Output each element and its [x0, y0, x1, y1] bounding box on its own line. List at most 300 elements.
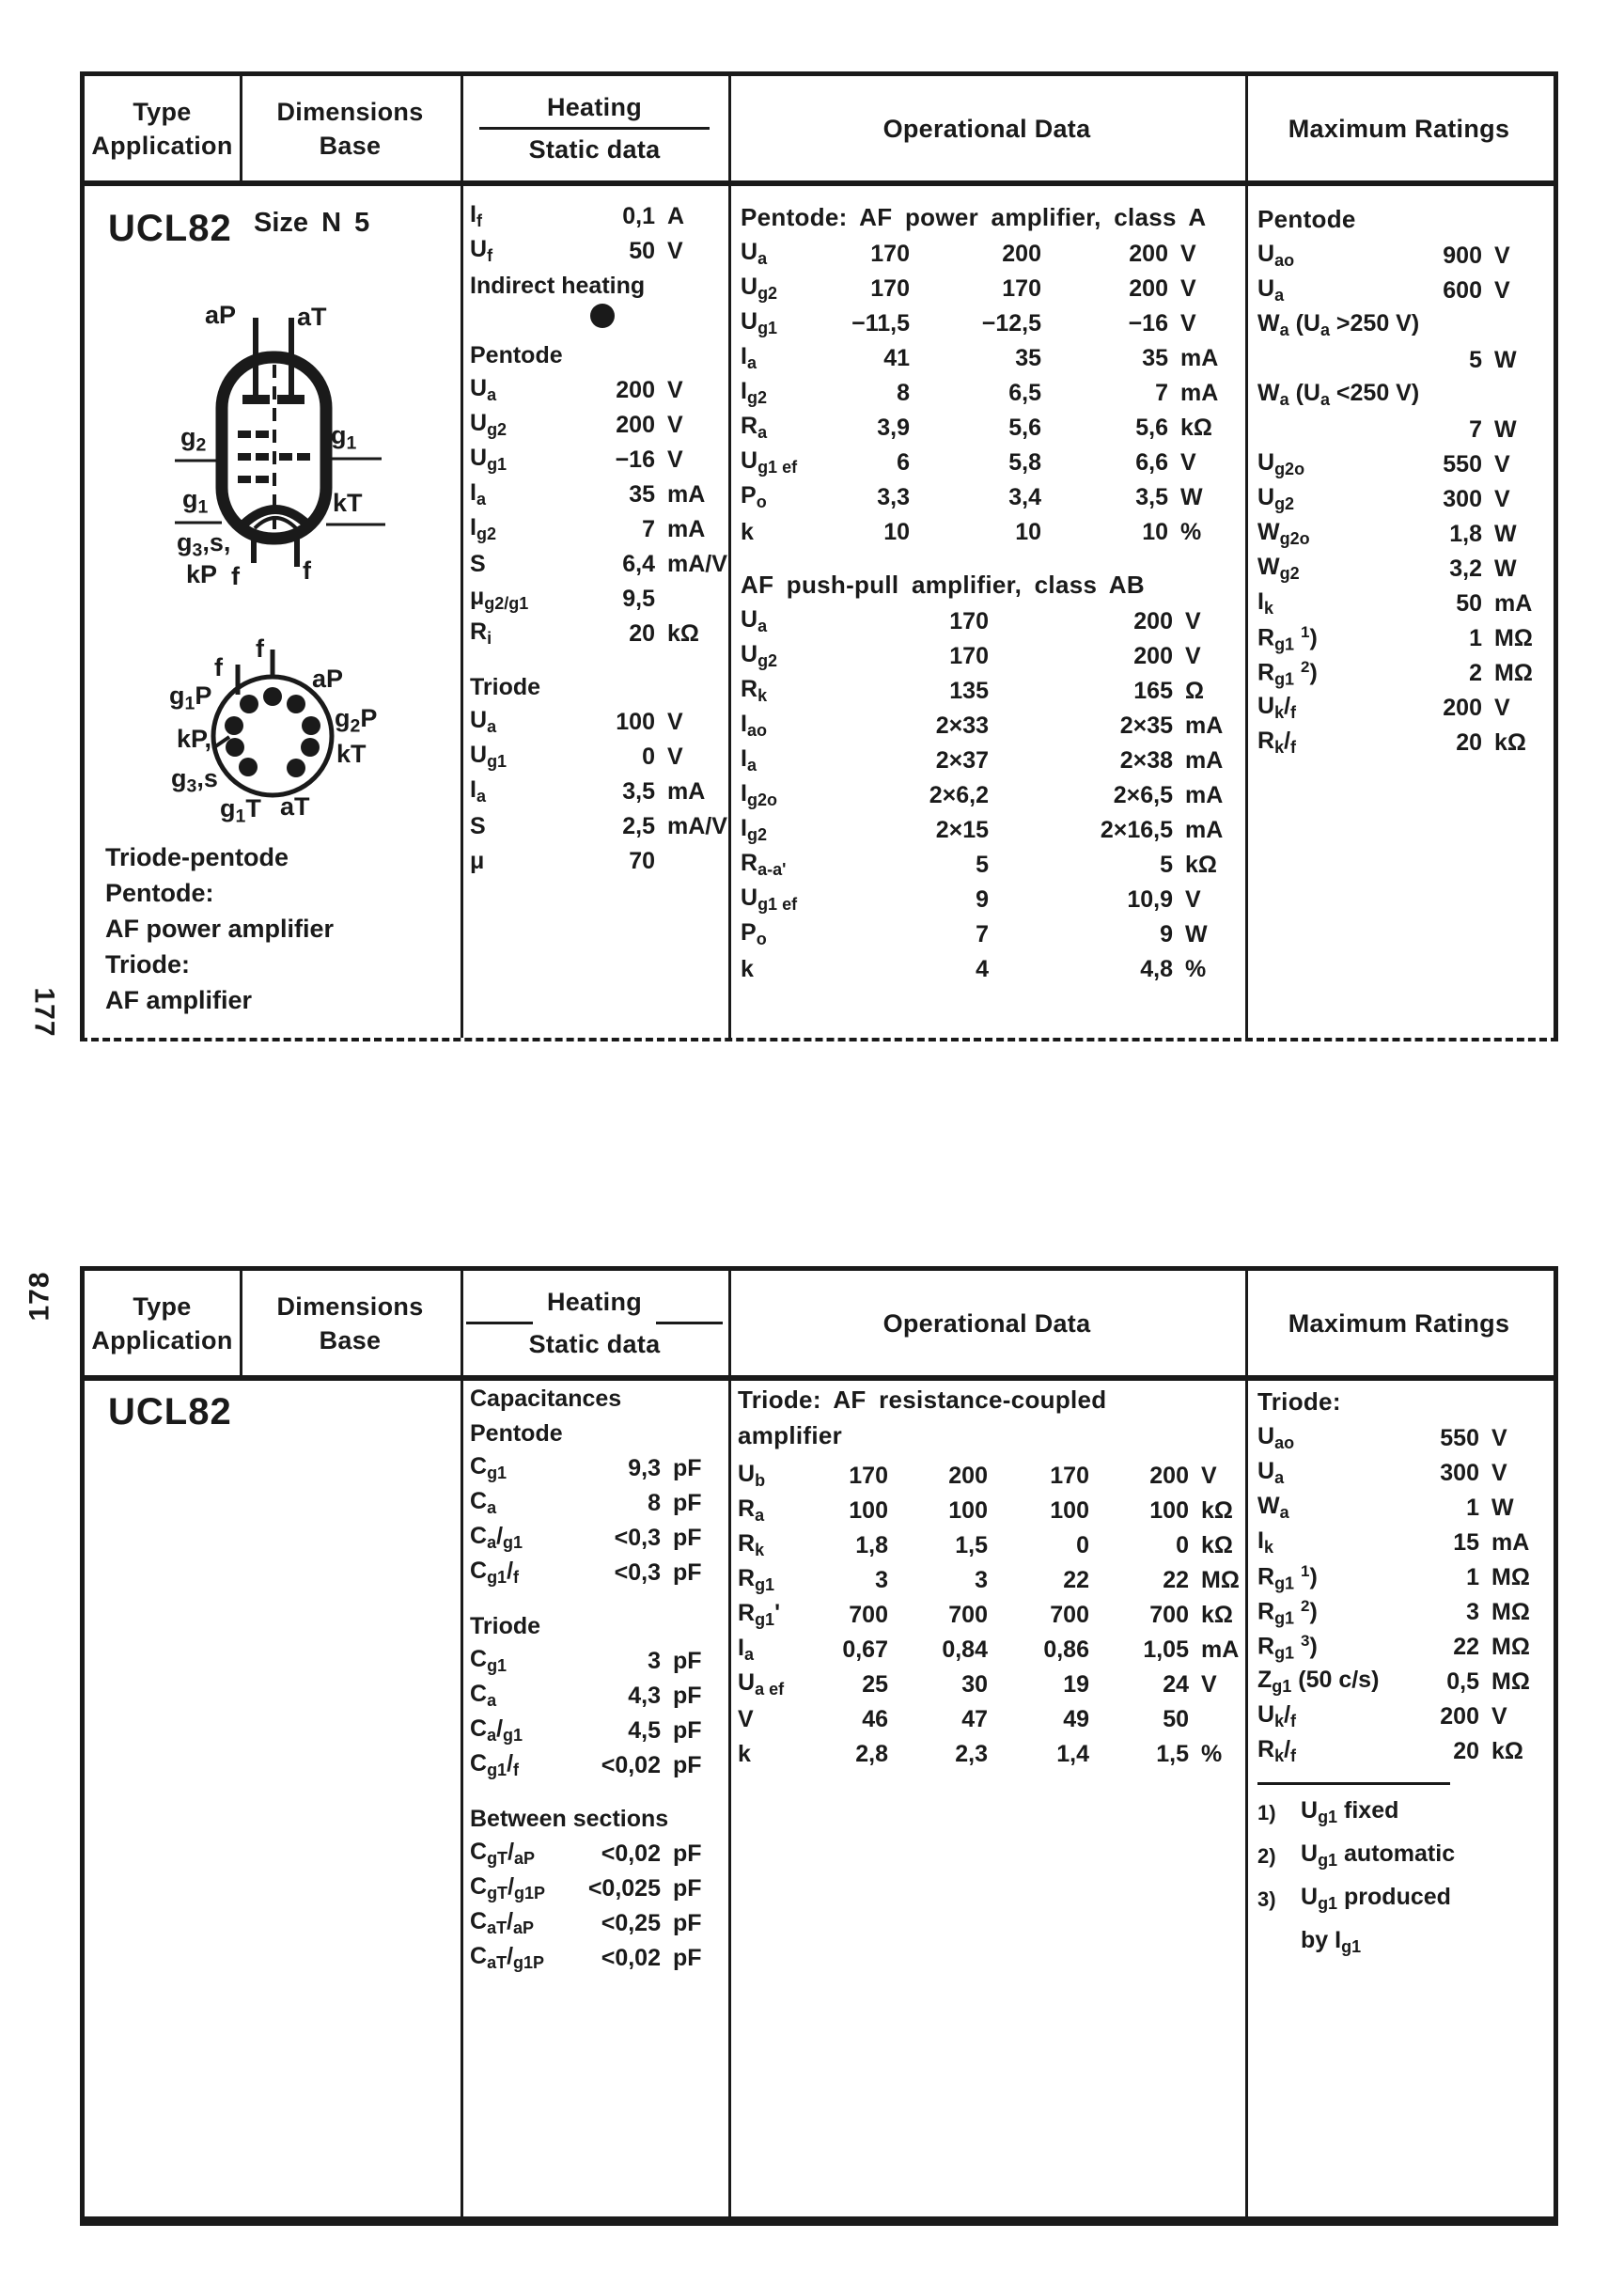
tube-schematic-drawing [113, 282, 404, 639]
section-title-class-a: Pentode: AF power amplifier, class A [741, 203, 1207, 231]
cell-unit: mA [1180, 345, 1219, 371]
section-title-pentode-ratings: Pentode [1257, 205, 1356, 233]
cell-value: 170 [870, 275, 910, 302]
row-gap [470, 651, 719, 670]
cell-value: 10 [883, 519, 910, 545]
cell-value: 9,3 [628, 1455, 661, 1481]
cell-value: 600 [1443, 277, 1482, 304]
data-row [1257, 1699, 1541, 1734]
cell-unit: V [1180, 449, 1196, 476]
data-row [741, 952, 1236, 987]
data-row [1257, 552, 1544, 587]
cell-value: 3 [648, 1648, 661, 1674]
row-label: $U_k/_f$ [1257, 693, 1297, 723]
cell-value: 1,8 [855, 1532, 888, 1558]
cell-value: 3,3 [877, 484, 910, 510]
row-label: S [470, 551, 486, 577]
data-row [741, 237, 1236, 272]
header-maximum-ratings: Maximum Ratings [1288, 114, 1510, 143]
cell-unit: mA [1185, 747, 1224, 774]
row-label: $W_a$ ($U_a <250$ V) [1257, 380, 1420, 410]
cell-unit: MΩ [1491, 1599, 1530, 1625]
column-divider [728, 1271, 731, 2216]
class-a-rows [741, 237, 1236, 550]
cell-unit: V [1185, 608, 1201, 634]
row-label: $C_{aT}/_{g1P}$ [470, 1943, 545, 1973]
cell-value: 900 [1443, 243, 1482, 269]
footnote-marker: 3) [1257, 1887, 1276, 1912]
cell-unit: mA [1180, 380, 1219, 406]
cell-value: 2×35 [1119, 712, 1173, 739]
base-label-aP: aP [312, 665, 344, 693]
cell-unit: kΩ [1185, 852, 1217, 878]
row-label: $I_{g2}$ [741, 815, 767, 845]
schematic-label-kT: kT [333, 489, 363, 517]
cell-value: 6,5 [1008, 380, 1041, 406]
cell-value: 35 [1142, 345, 1168, 371]
cell-unit: V [1494, 277, 1510, 304]
column-divider [1245, 1271, 1248, 2216]
base-label-f2: f [256, 634, 264, 663]
data-row [1257, 1456, 1541, 1491]
cell-value: 2,5 [622, 813, 655, 839]
cell-value: 10 [1015, 519, 1041, 545]
cell-unit: V [1201, 1671, 1217, 1698]
cell-unit: V [1185, 886, 1201, 913]
data-row [470, 740, 719, 775]
footnote [1257, 1793, 1541, 1836]
cell-value: 1,5 [955, 1532, 988, 1558]
header-heating-static: Heating Static data [461, 1271, 728, 1375]
header-operational-data: Operational Data [882, 114, 1091, 143]
header-maximum-ratings: Maximum Ratings [1288, 1308, 1510, 1338]
row-label: $W_a$ ($U_a >250$ V) [1257, 310, 1420, 340]
cell-value: 4,3 [628, 1683, 661, 1709]
page-number-bottom: 178 [23, 1271, 55, 1322]
section-title-triode-ratings: Triode: [1257, 1387, 1341, 1416]
cell-unit: V [667, 446, 683, 473]
data-row [741, 604, 1236, 639]
cell-value: 200 [1133, 608, 1173, 634]
cell-value: 30 [961, 1671, 988, 1698]
schematic-label-f1: f [231, 562, 240, 590]
subheader-label: Between sections [470, 1806, 669, 1832]
row-label: $U_{g1}$ [741, 308, 778, 338]
cell-value: 1,8 [1449, 521, 1482, 547]
data-row [741, 917, 1236, 952]
cell-unit: pF [673, 1875, 702, 1902]
cell-value: 4 [976, 956, 989, 982]
data-row [470, 1556, 719, 1590]
header-heating-static [461, 76, 728, 180]
row-label: $I_{ao}$ [741, 711, 767, 741]
row-label: $U_a$ [741, 239, 768, 269]
operational-data-top [741, 197, 1236, 987]
cell-unit: kΩ [1201, 1497, 1233, 1524]
cell-value: 7 [976, 921, 989, 947]
cell-value: 5 [1160, 852, 1173, 878]
data-row [741, 848, 1236, 883]
cell-unit: pF [673, 1683, 702, 1709]
data-row [1257, 343, 1544, 378]
cell-value: 7 [1155, 380, 1168, 406]
row-label: $U_a$ [741, 606, 768, 636]
data-row [741, 639, 1236, 674]
base-label-g2P: $g_2P$ [335, 704, 378, 737]
data-row [470, 512, 719, 547]
cell-value: 20 [1456, 729, 1482, 756]
row-label: $U_{g2}$ [1257, 484, 1295, 514]
data-row [741, 411, 1236, 446]
data-row [738, 1563, 1245, 1598]
footnote-rule [1257, 1782, 1450, 1785]
row-label: $C_{g1}$ [470, 1646, 508, 1676]
schematic-label-f2: f [303, 556, 311, 585]
cell-unit: mA [1185, 782, 1224, 808]
cell-unit: V [1491, 1425, 1507, 1451]
row-label: $W_{g2o}$ [1257, 519, 1310, 549]
data-row [738, 1598, 1245, 1633]
row-text [470, 269, 719, 304]
cell-value: 50 [629, 238, 655, 264]
row-label: $U_f$ [470, 236, 493, 266]
row-label: $U_a$ [470, 707, 497, 737]
header-type: Type [133, 97, 192, 126]
data-row [1257, 1665, 1541, 1699]
cell-unit: W [1185, 921, 1208, 947]
footnote-marker: 1) [1257, 1801, 1276, 1824]
data-row [470, 1486, 719, 1521]
cell-value: 24 [1163, 1671, 1189, 1698]
data-row [741, 480, 1236, 515]
row-label: $Z_{g1}$ (50 c/s) [1257, 1667, 1380, 1697]
cell-value: 0 [1176, 1532, 1189, 1558]
data-row [741, 674, 1236, 709]
cell-value: <0,02 [601, 1945, 661, 1971]
cell-value: 170 [870, 241, 910, 267]
cell-value: 47 [961, 1706, 988, 1732]
cell-value: 0,5 [1446, 1668, 1479, 1695]
cell-value: <0,3 [614, 1525, 661, 1551]
cell-unit: V [1494, 451, 1510, 478]
cell-value: 15 [1453, 1529, 1479, 1556]
row-label: $C_{g1}/_f$ [470, 1558, 520, 1588]
row-label: $I_a$ [741, 745, 757, 775]
data-row [470, 234, 719, 269]
data-row [738, 1633, 1245, 1668]
cell-value: 5,8 [1008, 449, 1041, 476]
cell-unit: mA [1185, 817, 1224, 843]
row-label: $U_{g1}$ [470, 445, 508, 475]
row-text [1257, 378, 1544, 413]
header-dimensions-base: Dimensions Base [276, 1292, 424, 1354]
cell-value: 5,6 [1135, 415, 1168, 441]
data-row [470, 809, 727, 844]
cell-value: 2×6,2 [929, 782, 989, 808]
header-type-application [85, 76, 240, 180]
row-label: $U_{a ef}$ [738, 1669, 785, 1699]
indirect-heating-dot [590, 304, 615, 328]
data-row [741, 306, 1236, 341]
section-subheader [470, 670, 719, 705]
cell-value: 3 [1466, 1599, 1479, 1625]
cell-unit: MΩ [1201, 1567, 1240, 1593]
cell-value: 8 [897, 380, 910, 406]
row-label: $R_k$ [741, 676, 768, 706]
data-row [741, 813, 1236, 848]
row-label: $I_k$ [1257, 1527, 1273, 1558]
cell-unit: W [1494, 521, 1517, 547]
cell-value: 200 [616, 377, 655, 403]
cell-value: 0,86 [1043, 1636, 1089, 1663]
data-row [470, 547, 727, 582]
row-label: $P_o$ [741, 919, 767, 949]
cell-value: 200 [1002, 241, 1041, 267]
cell-unit: pF [673, 1455, 702, 1481]
section-subheader [470, 1802, 719, 1837]
cell-unit: pF [673, 1648, 702, 1674]
row-label: k [741, 519, 754, 545]
cell-value: 10,9 [1127, 886, 1173, 913]
cell-value: 25 [862, 1671, 888, 1698]
cell-value: 2×6,5 [1113, 782, 1173, 808]
data-row [741, 446, 1236, 480]
cell-unit: MΩ [1491, 1634, 1530, 1660]
row-label: $R_{g1}$ [738, 1565, 775, 1595]
base-label-kT: kT [336, 740, 367, 768]
row-label: $R_k/_f$ [1257, 728, 1297, 758]
cell-value: 50 [1163, 1706, 1189, 1732]
row-label: $U_a$ [1257, 1458, 1285, 1488]
schematic-label-g2: $g_2$ [180, 423, 207, 456]
cell-value: −11,5 [851, 310, 910, 337]
cell-value: 1,05 [1143, 1636, 1189, 1663]
cell-value: 0,1 [622, 203, 655, 229]
cell-value: 6 [897, 449, 910, 476]
data-row [1257, 656, 1544, 691]
cell-unit: V [1180, 241, 1196, 267]
row-label: $C_a/_{g1}$ [470, 1523, 523, 1553]
row-label: μ [470, 848, 485, 874]
triode-ratings-rows [1257, 1421, 1541, 1769]
cell-value: 170 [949, 608, 989, 634]
cell-value: 3,4 [1008, 484, 1041, 510]
schematic-label-g1-triode: $g_1$ [331, 421, 357, 454]
cell-unit: V [667, 412, 683, 438]
column-divider [728, 76, 731, 1038]
cell-unit: mA [667, 481, 706, 508]
cell-value: 100 [849, 1497, 888, 1524]
header-operational-data: Operational Data [882, 1308, 1091, 1338]
row-label: $R_{g1}$ $^2$) [1257, 1596, 1318, 1628]
footnote-marker: 2) [1257, 1844, 1276, 1869]
row-label: $U_{g2}$ [470, 410, 508, 440]
cell-value: 5,6 [1008, 415, 1041, 441]
data-row [470, 1748, 719, 1783]
cell-unit: pF [673, 1717, 702, 1744]
cell-unit: pF [673, 1490, 702, 1516]
data-row [741, 778, 1236, 813]
row-label: $I_{g2o}$ [741, 780, 777, 810]
push-pull-rows [741, 604, 1236, 987]
cell-value: <0,025 [587, 1875, 661, 1902]
subheader-label: Pentode [470, 1420, 563, 1447]
cell-value: 9,5 [622, 586, 655, 612]
cell-unit: % [1180, 519, 1202, 545]
tube-schematic [113, 282, 404, 639]
cell-value: 200 [1129, 275, 1168, 302]
cell-value: 550 [1443, 451, 1482, 478]
data-row [1257, 482, 1544, 517]
cell-value: 22 [1163, 1567, 1189, 1593]
cell-value: 200 [1440, 1703, 1479, 1730]
cell-value: 2,3 [955, 1741, 988, 1767]
cell-unit: mA [1491, 1529, 1530, 1556]
row-label: $\mu_{g2/g1}$ [470, 584, 529, 614]
header-application: Application [91, 131, 233, 160]
cell-value: 200 [1133, 643, 1173, 669]
heating-static-data [470, 199, 727, 879]
cell-unit: Ω [1185, 678, 1205, 704]
row-label: $R_{g1}$ $^1$) [1257, 622, 1318, 654]
data-row [1257, 1630, 1541, 1665]
row-label: $R_{g1}$ $^1$) [1257, 1561, 1318, 1593]
header-base: Base [319, 131, 382, 160]
cell-value: 0,84 [942, 1636, 988, 1663]
row-label: $U_{ao}$ [1257, 1423, 1295, 1453]
cell-value: <0,02 [601, 1840, 661, 1867]
data-row [470, 1521, 719, 1556]
cell-value: −16 [615, 446, 655, 473]
row-label: $C_a$ [470, 1488, 497, 1518]
cell-value: 300 [1440, 1460, 1479, 1486]
row-label: $C_{aT}/_{aP}$ [470, 1908, 535, 1938]
cell-value: 200 [1443, 695, 1482, 721]
row-label: $U_{g2}$ [741, 641, 778, 671]
tube-type-label: UCL82 [108, 1391, 232, 1433]
cell-unit: kΩ [1491, 1738, 1523, 1764]
cell-unit: V [1201, 1463, 1217, 1489]
base-label-g1T: $g_1T$ [220, 794, 261, 827]
row-label: $R_{g1}'$ [738, 1600, 781, 1630]
row-label: $I_a$ [470, 479, 486, 509]
data-row [470, 199, 719, 234]
cell-value: 7 [642, 516, 655, 542]
section-subheader [470, 1382, 719, 1417]
data-row [738, 1737, 1245, 1772]
base-label-g1P: $g_1P$ [169, 681, 212, 714]
rc-amplifier-rows [738, 1459, 1245, 1772]
row-label: $C_{g1}$ [470, 1453, 508, 1483]
cell-value: 35 [629, 481, 655, 508]
application-description [105, 839, 334, 1018]
cell-value: 19 [1063, 1671, 1089, 1698]
subheader-label: Triode [470, 674, 541, 700]
data-row [738, 1668, 1245, 1702]
cell-value: 49 [1063, 1706, 1089, 1732]
cell-value: 100 [948, 1497, 988, 1524]
data-row [1257, 1560, 1541, 1595]
base-label-kP: kP, [177, 725, 212, 753]
section-title-rc-amplifier: Triode: AF resistance-coupled [738, 1386, 1107, 1414]
subheader-label: Capacitances [470, 1386, 622, 1412]
cell-value: 2×37 [935, 747, 989, 774]
cell-value: 0 [642, 744, 655, 770]
cell-value: 3 [975, 1567, 988, 1593]
base-label-aT: aT [280, 792, 310, 821]
data-row [741, 883, 1236, 917]
datasheet-table-top [80, 71, 1558, 1041]
cell-unit: V [1494, 695, 1510, 721]
schematic-label-aT: aT [297, 303, 327, 331]
section-title-push-pull: AF push-pull amplifier, class AB [741, 571, 1145, 599]
column-divider [461, 76, 463, 1038]
data-row [738, 1702, 1245, 1737]
cell-value: 550 [1440, 1425, 1479, 1451]
data-row [470, 775, 719, 809]
cell-value: 4,5 [628, 1717, 661, 1744]
cell-value: 2×33 [935, 712, 989, 739]
cell-value: −16 [1128, 310, 1168, 337]
cell-value: 170 [1002, 275, 1041, 302]
cell-unit: kΩ [1201, 1532, 1233, 1558]
cell-value: 1,4 [1056, 1741, 1089, 1767]
cell-value: 9 [1160, 921, 1173, 947]
cell-unit: mA/V [667, 813, 727, 839]
section-subheader [470, 1417, 719, 1451]
schematic-label-kP: kP [186, 560, 218, 588]
cell-value: 9 [976, 886, 989, 913]
row-label: $R_i$ [470, 618, 492, 649]
row-label: $I_{g2}$ [470, 514, 496, 544]
data-row [741, 709, 1236, 744]
row-label: $C_{g1}/_f$ [470, 1750, 520, 1780]
data-row [1257, 726, 1544, 760]
cell-value: 700 [849, 1602, 888, 1628]
row-label: $C_a/_{g1}$ [470, 1715, 523, 1746]
data-row [1257, 1734, 1541, 1769]
data-row [738, 1528, 1245, 1563]
cell-unit: MΩ [1491, 1564, 1530, 1590]
cell-value: 1 [1466, 1495, 1479, 1521]
cell-value: 2,8 [855, 1741, 888, 1767]
cell-unit: V [1491, 1703, 1507, 1730]
cell-unit: pF [673, 1752, 702, 1778]
data-row [1257, 517, 1544, 552]
row-label: $R_a$ [738, 1495, 765, 1526]
pin-base-diagram [160, 625, 395, 846]
row-label: $C_{gT}/_{g1P}$ [470, 1873, 546, 1903]
cell-value: 2×15 [935, 817, 989, 843]
cell-value: <0,3 [614, 1559, 661, 1586]
cell-value: 6,6 [1135, 449, 1168, 476]
cell-unit: V [1185, 643, 1201, 669]
row-label: $I_a$ [738, 1635, 754, 1665]
cell-unit: kΩ [1201, 1602, 1233, 1628]
cell-unit: V [1491, 1460, 1507, 1486]
cell-value: 46 [862, 1706, 888, 1732]
data-row [1257, 447, 1544, 482]
cell-value: 3 [875, 1567, 888, 1593]
cell-value: 1 [1466, 1564, 1479, 1590]
cell-unit: pF [673, 1945, 702, 1971]
data-row [1257, 239, 1544, 274]
cell-value: 0,67 [842, 1636, 888, 1663]
data-row [470, 1451, 719, 1486]
row-label: $U_{g1 ef}$ [741, 885, 798, 915]
row-label: $C_a$ [470, 1681, 497, 1711]
cell-unit: % [1185, 956, 1207, 982]
